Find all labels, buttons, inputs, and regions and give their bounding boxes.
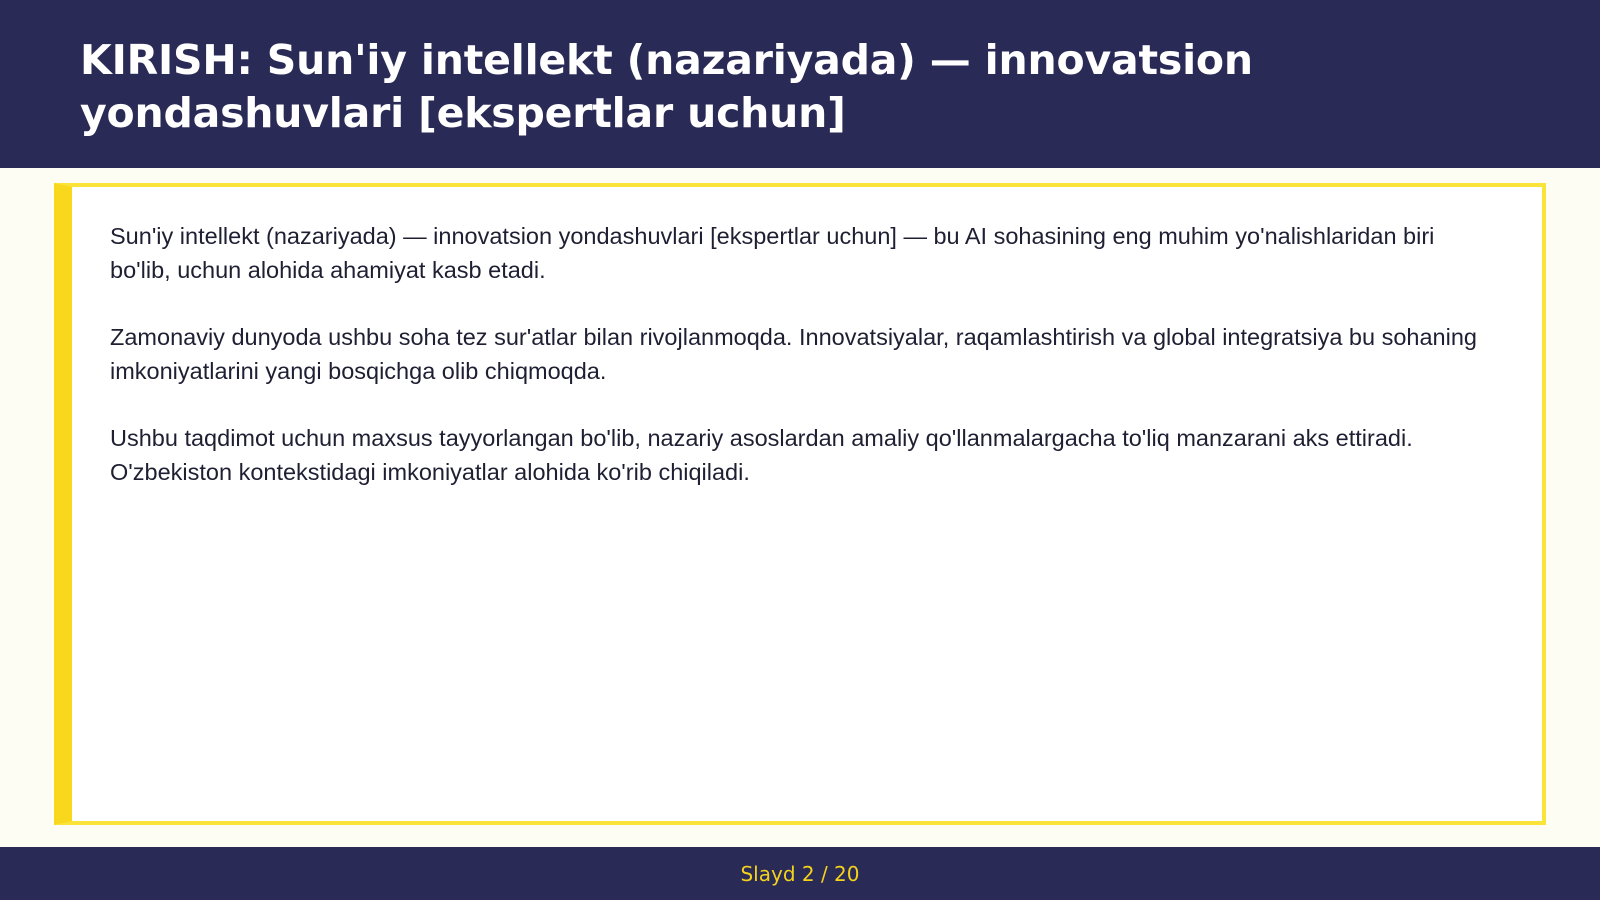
content-paragraph-3: Ushbu taqdimot uchun maxsus tayyorlangan bo'lib, nazariy asoslardan amaliy qo'llanmalargacha to'liq manzarani aks ettiradi. O'zbekiston kontekstidagi imkoniyatlar alohida ko'rib chiqiladi.: [110, 425, 1413, 485]
content-paragraph-1: Sun'iy intellekt (nazariyada) — innovatsion yondashuvlari [ekspertlar uchun] — bu AI sohasining eng muhim yo'nalishlaridan biri bo'lib, uchun alohida ahamiyat kasb etadi.: [110, 223, 1435, 283]
slide-title: KIRISH: Sun'iy intellekt (nazariyada) — innovatsion yondashuvlari [ekspertlar uchun]: [80, 36, 1253, 137]
content-paragraph-2: Zamonaviy dunyoda ushbu soha tez sur'atlar bilan rivojlanmoqda. Innovatsiyalar, raqamlashtirish va global integratsiya bu sohaning imkoniyatlarini yangi bosqichga olib chiqmoqda.: [110, 324, 1477, 384]
slide-footer: [0, 847, 1600, 900]
slide-counter: Slayd 2 / 20: [740, 861, 860, 886]
content-box: [54, 183, 1546, 825]
slide-header: [0, 0, 1600, 168]
